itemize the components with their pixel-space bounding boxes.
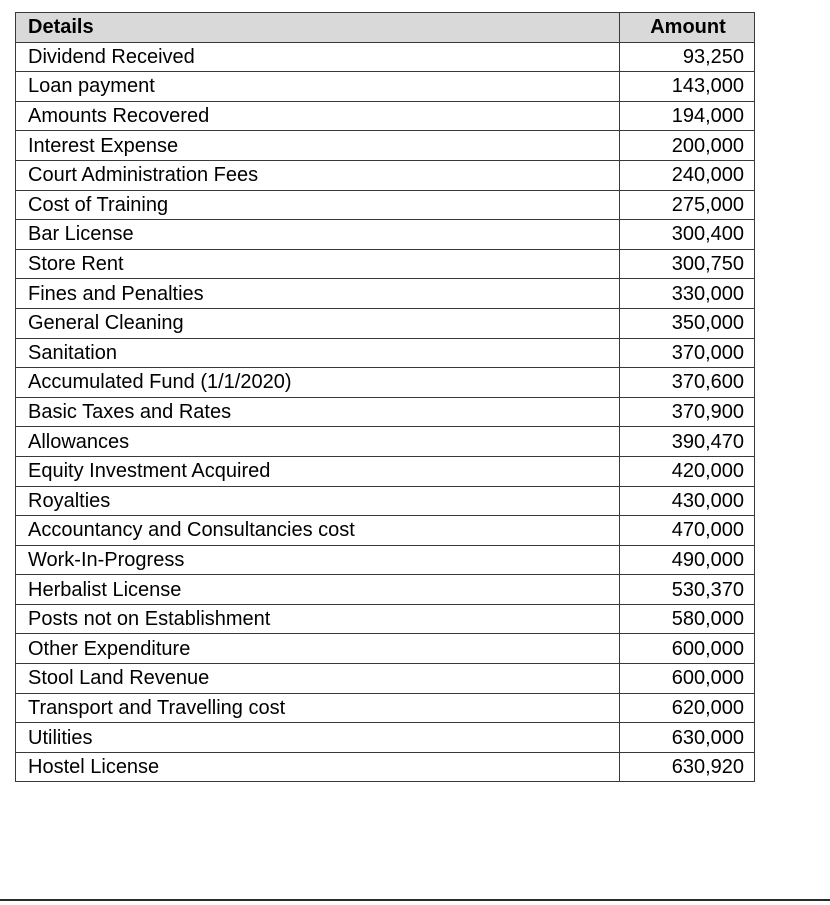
bottom-divider (0, 899, 830, 901)
table-row (16, 516, 755, 546)
amount-cell: 143,000 (620, 72, 755, 102)
details-cell: Fines and Penalties (16, 279, 620, 309)
amount-cell: 530,370 (620, 575, 755, 605)
table-row (16, 486, 755, 516)
details-cell: Court Administration Fees (16, 160, 620, 190)
amount-cell: 470,000 (620, 516, 755, 546)
amount-cell: 390,470 (620, 427, 755, 457)
details-cell: Dividend Received (16, 42, 620, 72)
amount-cell: 93,250 (620, 42, 755, 72)
amount-cell: 370,000 (620, 338, 755, 368)
details-cell: Basic Taxes and Rates (16, 397, 620, 427)
details-cell: Equity Investment Acquired (16, 456, 620, 486)
amount-cell: 620,000 (620, 693, 755, 723)
table-row (16, 308, 755, 338)
amount-cell: 430,000 (620, 486, 755, 516)
details-cell: Transport and Travelling cost (16, 693, 620, 723)
details-cell: Utilities (16, 723, 620, 753)
table-row (16, 190, 755, 220)
details-cell: Loan payment (16, 72, 620, 102)
details-cell: Work-In-Progress (16, 545, 620, 575)
details-cell: Allowances (16, 427, 620, 457)
amount-cell: 370,900 (620, 397, 755, 427)
table-row (16, 220, 755, 250)
amount-cell: 580,000 (620, 604, 755, 634)
table-row (16, 723, 755, 753)
table-row (16, 101, 755, 131)
details-cell: Accountancy and Consultancies cost (16, 516, 620, 546)
table-row (16, 160, 755, 190)
table-row (16, 249, 755, 279)
details-cell: General Cleaning (16, 308, 620, 338)
details-cell: Other Expenditure (16, 634, 620, 664)
table-row (16, 279, 755, 309)
amount-cell: 300,750 (620, 249, 755, 279)
header-row (16, 13, 755, 43)
amount-cell: 330,000 (620, 279, 755, 309)
table-row (16, 664, 755, 694)
amount-cell: 490,000 (620, 545, 755, 575)
details-cell: Cost of Training (16, 190, 620, 220)
table-row (16, 72, 755, 102)
amount-cell: 420,000 (620, 456, 755, 486)
amount-cell: 600,000 (620, 664, 755, 694)
amount-cell: 350,000 (620, 308, 755, 338)
details-cell: Amounts Recovered (16, 101, 620, 131)
details-cell: Bar License (16, 220, 620, 250)
table-row (16, 545, 755, 575)
table-row (16, 42, 755, 72)
amount-cell: 275,000 (620, 190, 755, 220)
amount-cell: 240,000 (620, 160, 755, 190)
amount-column-header: Amount (620, 13, 755, 43)
table-row (16, 456, 755, 486)
table-row (16, 427, 755, 457)
details-cell: Store Rent (16, 249, 620, 279)
table-row (16, 338, 755, 368)
details-cell: Hostel License (16, 752, 620, 782)
table-row (16, 575, 755, 605)
ledger-table (15, 12, 755, 782)
details-cell: Interest Expense (16, 131, 620, 161)
table-row (16, 131, 755, 161)
amount-cell: 370,600 (620, 368, 755, 398)
details-cell: Sanitation (16, 338, 620, 368)
table-row (16, 397, 755, 427)
details-cell: Stool Land Revenue (16, 664, 620, 694)
table-row (16, 752, 755, 782)
amount-cell: 194,000 (620, 101, 755, 131)
table-row (16, 693, 755, 723)
amount-cell: 300,400 (620, 220, 755, 250)
table-body (16, 42, 755, 782)
details-cell: Posts not on Establishment (16, 604, 620, 634)
table-header (16, 13, 755, 43)
details-cell: Herbalist License (16, 575, 620, 605)
amount-cell: 630,000 (620, 723, 755, 753)
details-cell: Accumulated Fund (1/1/2020) (16, 368, 620, 398)
amount-cell: 630,920 (620, 752, 755, 782)
table-row (16, 604, 755, 634)
amount-cell: 200,000 (620, 131, 755, 161)
table-row (16, 634, 755, 664)
amount-cell: 600,000 (620, 634, 755, 664)
details-cell: Royalties (16, 486, 620, 516)
details-column-header: Details (16, 13, 620, 43)
table-row (16, 368, 755, 398)
